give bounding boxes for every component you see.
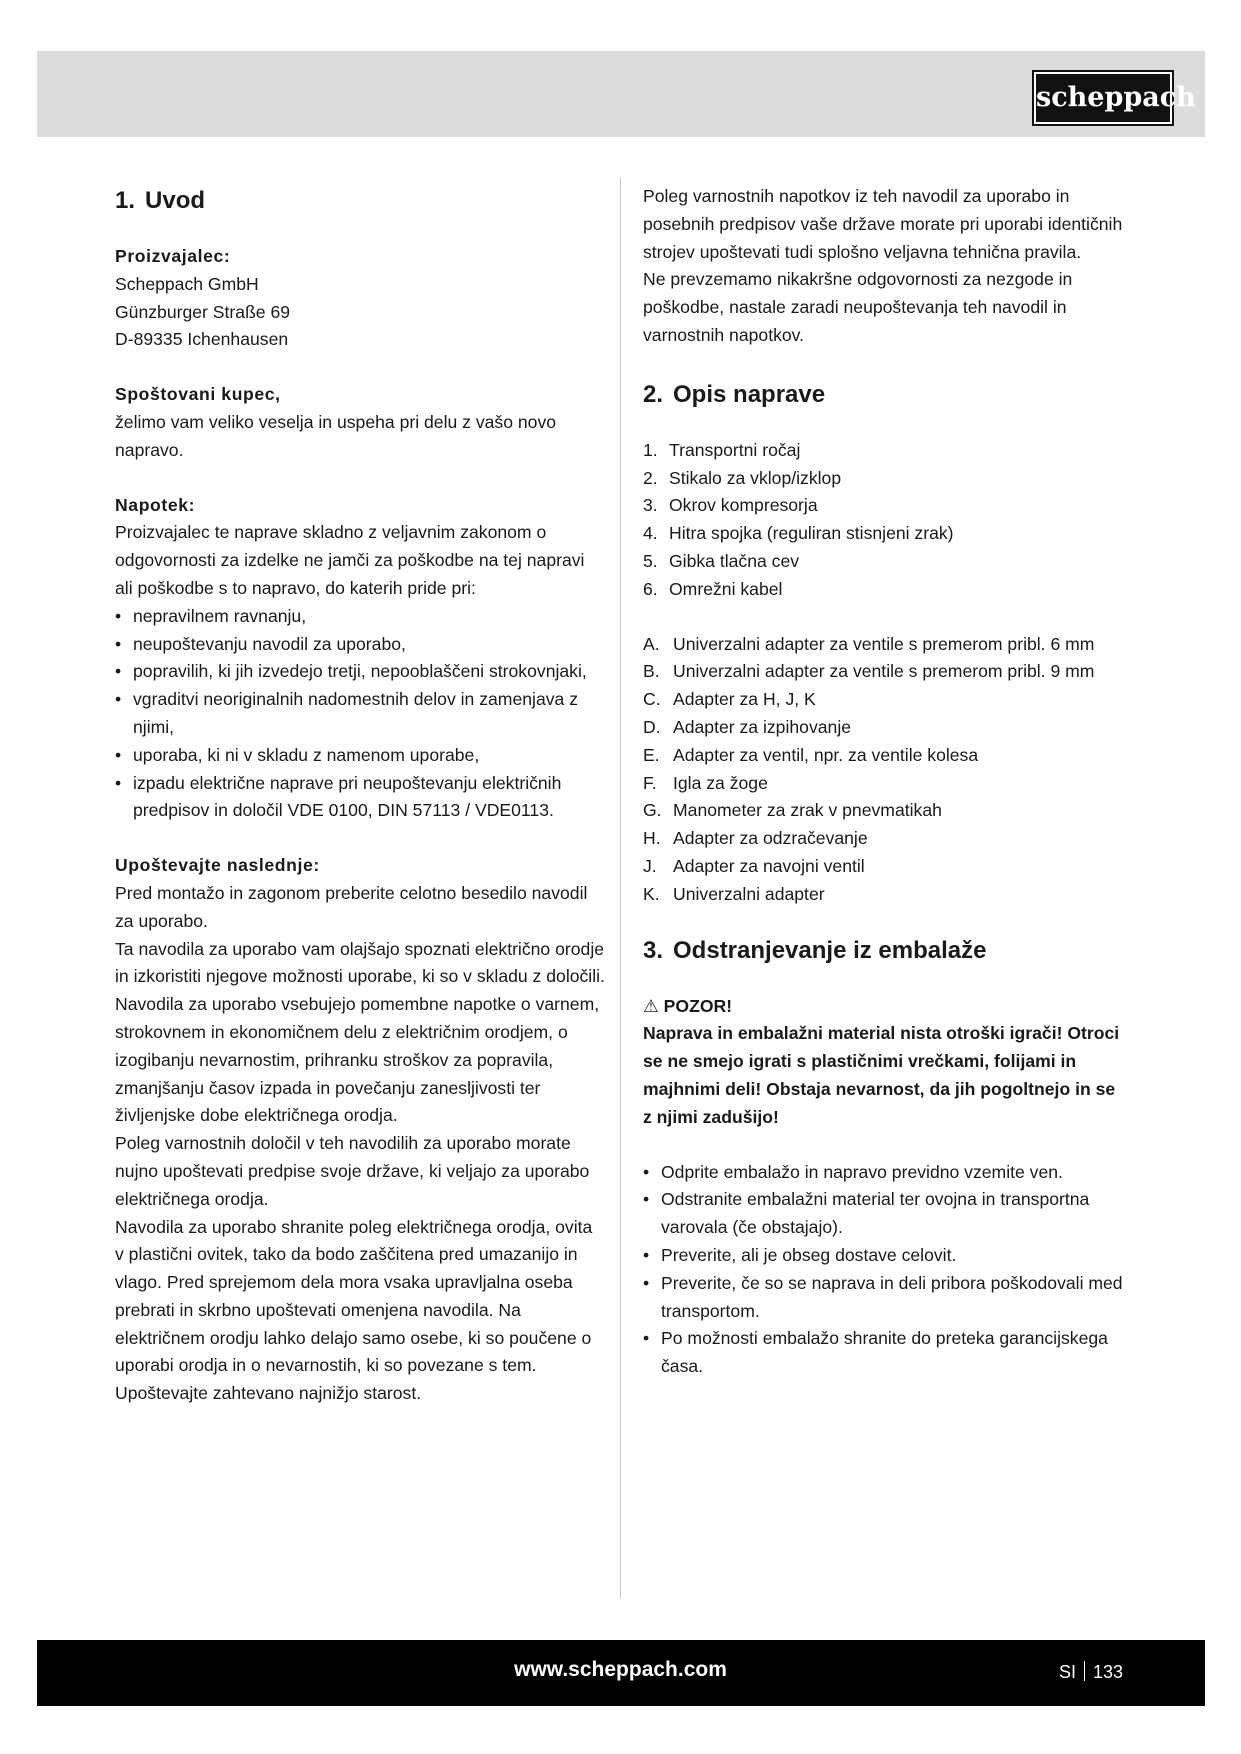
right-column	[643, 183, 1128, 1381]
unpack-bullet-list	[643, 1159, 1128, 1381]
list-item: • Odprite embalažo in napravo previdno vzemite ven.	[643, 1159, 1128, 1187]
intro-paragraph: Ne prevzemamo nikakršne odgovornosti za nezgode in poškodbe, nastale zaradi neupoštevanja teh navodil in varnostnih napotkov.	[643, 269, 1073, 345]
section-2-number: 2.	[643, 380, 664, 408]
list-item: F. Igla za žoge	[643, 772, 768, 793]
list-item: 1. Transportni ročaj	[643, 439, 801, 460]
manufacturer-label: Proizvajalec:	[115, 246, 231, 266]
list-item: • nepravilnem ravnanju,	[115, 603, 605, 631]
note-text: Proizvajalec te naprave skladno z veljavnim zakonom o odgovornosti za izdelke ne jamči za poškodbe na tej napravi ali poškodbe s to napravo, do katerih pride pri:	[115, 522, 585, 598]
list-item: C. Adapter za H, J, K	[643, 689, 816, 710]
list-item: 6. Omrežni kabel	[643, 578, 783, 599]
list-item: • popravilih, ki jih izvedejo tretji, nepooblaščeni strokovnjaki,	[115, 658, 605, 686]
observe-paragraph: Ta navodila za uporabo vam olajšajo spoznati električno orodje in izkoristiti njegove možnosti uporabe, ki so v skladu z določili.	[115, 938, 605, 987]
observe-paragraph: Navodila za uporabo vsebujejo pomembne napotke o varnem, strokovnem in ekonomičnem delu z električnim orodjem, o izogibanju nevarnostim, prihranku stroškov za popravila, zmanjšanju časov izpada in povečanju zanesljivosti ter življenjske dobe električnega orodja.	[115, 994, 600, 1126]
list-item: D. Adapter za izpihovanje	[643, 716, 852, 737]
section-2-heading	[643, 377, 1128, 413]
warning-heading	[643, 993, 1128, 1021]
observe-paragraph: Poleg varnostnih določil v teh navodilih za uporabo morate nujno upoštevati predpise svoje države, ki veljajo za uporabo električnega orodja.	[115, 1133, 590, 1209]
manufacturer-line: Scheppach GmbH	[115, 273, 259, 294]
intro-paragraph: Poleg varnostnih napotkov iz teh navodil za uporabo in posebnih predpisov vaše države morate pri uporabi identičnih strojev upoštevati tudi splošno veljavna tehnična pravila.	[643, 186, 1123, 262]
list-item: • Preverite, ali je obseg dostave celovit.	[643, 1242, 1128, 1270]
left-column	[115, 183, 605, 1408]
list-item: J. Adapter za navojni ventil	[643, 855, 865, 876]
list-item: • Odstranite embalažni material ter ovojna in transportna varovala (če obstajajo).	[643, 1186, 1128, 1242]
manufacturer-line: Günzburger Straße 69	[115, 301, 291, 322]
list-item: 5. Gibka tlačna cev	[643, 550, 800, 571]
manufacturer-line: D-89335 Ichenhausen	[115, 329, 289, 350]
list-item: A. Univerzalni adapter za ventile s premerom pribl. 6 mm	[643, 633, 1095, 654]
warning-icon: ⚠	[643, 995, 659, 1016]
list-item: 4. Hitra spojka (reguliran stisnjeni zrak)	[643, 523, 954, 544]
warning-text: Naprava in embalažni material nista otroški igrači! Otroci se ne smejo igrati s plastičnimi vrečkami, folijami in majhnimi deli! Obstaja nevarnost, da jih pogoltnejo in se z njimi zadušijo!	[643, 1023, 1120, 1127]
observe-paragraph: Navodila za uporabo shranite poleg električnega orodja, ovita v plastični ovitek, tako da bodo zaščitena pred umazanijo in vlago. Pred sprejemom dela mora vsaka upravljalna oseba prebrati in skrbno upoštevati omenjena navodila. Na električnem orodju lahko delajo samo osebe, ki so poučene o uporabi orodja in o nevarnostih, ki so povezane s tem. Upoštevajte zahtevano najnižjo starost.	[115, 1216, 593, 1404]
section-1-title: Uvod	[145, 187, 206, 214]
list-item: • uporaba, ki ni v skladu z namenom uporabe,	[115, 742, 605, 770]
observe-paragraph: Pred montažo in zagonom preberite celotno besedilo navodil za uporabo.	[115, 882, 588, 931]
note-label: Napotek:	[115, 494, 196, 515]
list-item: B. Univerzalni adapter za ventile s premerom pribl. 9 mm	[643, 661, 1095, 682]
page-number: 133	[1092, 1662, 1123, 1682]
list-item: • vgraditvi neoriginalnih nadomestnih delov in zamenjava z njimi,	[115, 686, 605, 742]
customer-label: Spoštovani kupec,	[115, 384, 281, 405]
section-2-title: Opis naprave	[673, 380, 826, 408]
list-item: G. Manometer za zrak v pnevmatikah	[643, 800, 942, 821]
section-3-title: Odstranjevanje iz embalaže	[673, 936, 987, 964]
list-item: E. Adapter za ventil, npr. za ventile kolesa	[643, 744, 979, 765]
list-item: • Po možnosti embalažo shranite do preteka garancijskega časa.	[643, 1325, 1128, 1381]
customer-text: želimo vam veliko veselja in uspeha pri delu z vašo novo napravo.	[115, 411, 557, 460]
list-item: • izpadu električne naprave pri neupoštevanju električnih predpisov in določil VDE 0100, DIN 57113 / VDE0113.	[115, 770, 605, 826]
list-item: 2. Stikalo za vklop/izklop	[643, 467, 842, 488]
footer-page-indicator	[1059, 1657, 1123, 1687]
list-item: 3. Okrov kompresorja	[643, 495, 818, 516]
observe-label: Upoštevajte naslednje:	[115, 855, 320, 876]
section-1-number: 1.	[115, 187, 136, 214]
footer-url[interactable]: www.scheppach.com	[514, 1658, 727, 1681]
brand-logo: scheppach	[1034, 72, 1172, 124]
footer-separator	[1084, 1661, 1085, 1681]
section-3-heading	[643, 933, 1128, 969]
warning-title: POZOR!	[663, 995, 733, 1016]
footer-lang: SI	[1058, 1662, 1076, 1682]
list-item: • neupoštevanju navodil za uporabo,	[115, 631, 605, 659]
header-band	[37, 51, 1205, 137]
note-bullet-list	[115, 603, 605, 825]
column-divider	[620, 178, 621, 1598]
accessories-list	[643, 631, 1128, 909]
list-item: • Preverite, če so se naprava in deli pribora poškodovali med transportom.	[643, 1270, 1128, 1326]
list-item: H. Adapter za odzračevanje	[643, 828, 868, 849]
section-3-number: 3.	[643, 936, 664, 964]
list-item: K. Univerzalni adapter	[643, 883, 825, 904]
parts-list	[643, 437, 1128, 604]
section-1-heading	[115, 183, 605, 219]
